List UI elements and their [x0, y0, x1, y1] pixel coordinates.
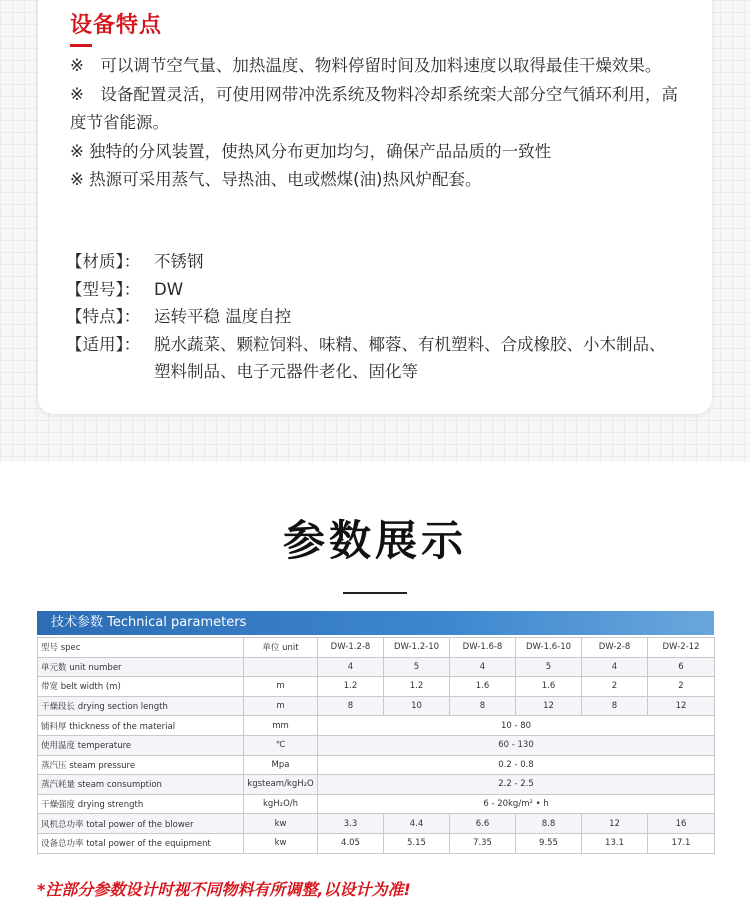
column-header-model: DW-1.2-8: [318, 638, 384, 658]
row-value: 8.8: [516, 814, 582, 834]
feature-item: ※ 独特的分风装置，使热风分布更加均匀，确保产品品质的一致性: [70, 141, 552, 161]
row-value: 2: [582, 677, 648, 697]
table-row: [38, 657, 715, 677]
row-value: 5: [516, 657, 582, 677]
table-row: [38, 677, 715, 697]
row-label: 铺料厚 thickness of the material: [38, 716, 244, 736]
row-unit: ℃: [244, 735, 318, 755]
row-label: 使用温度 temperature: [38, 735, 244, 755]
footnote: *注部分参数设计时视不同物料有所调整,以设计为准!: [37, 880, 411, 899]
row-value-span: 0.2 - 0.8: [318, 755, 715, 775]
title-underline: [70, 44, 92, 47]
spec-label: 【特点】：: [66, 307, 141, 326]
spec-value: 脱水蔬菜、颗粒饲料、味精、椰蓉、有机塑料、合成橡胶、小木制品、塑料制品、电子元器件老化、固化等: [154, 334, 666, 381]
features-list: [70, 52, 685, 195]
row-value: 7.35: [450, 833, 516, 853]
row-value: 3.3: [318, 814, 384, 834]
column-header-model: DW-2-8: [582, 638, 648, 658]
spec-list: [66, 248, 674, 386]
column-header-model: DW-1.6-10: [516, 638, 582, 658]
row-label: 蒸汽压 steam pressure: [38, 755, 244, 775]
row-value: 12: [648, 696, 715, 716]
features-title: 设备特点: [70, 13, 163, 38]
row-value: 1.6: [516, 677, 582, 697]
row-value-span: 10 - 80: [318, 716, 715, 736]
row-label: 设备总功率 total power of the equipment: [38, 833, 244, 853]
row-value: 4: [318, 657, 384, 677]
row-value: 13.1: [582, 833, 648, 853]
row-unit: kgH₂O/h: [244, 794, 318, 814]
row-unit: kw: [244, 833, 318, 853]
table-row: [38, 696, 715, 716]
row-value: 4.4: [384, 814, 450, 834]
table-row: [38, 794, 715, 814]
row-label: 单元数 unit number: [38, 657, 244, 677]
feature-item: ※ 热源可采用蒸气、导热油、电或燃煤(油)热风炉配套。: [70, 170, 482, 189]
feature-item: ※ 可以调节空气量、加热温度、物料停留时间及加料速度以取得最佳干燥效果。: [70, 56, 662, 75]
row-value: 12: [582, 814, 648, 834]
row-label: 干燥段长 drying section length: [38, 696, 244, 716]
column-header-spec: 型号 spec: [38, 638, 244, 658]
row-unit: kw: [244, 814, 318, 834]
feature-item: ※ 设备配置灵活，可使用网带冲洗系统及物料冷却系统栾大部分空气循环利用，高度节省能源。: [70, 84, 678, 132]
row-value: 1.2: [384, 677, 450, 697]
table-column-header-row: [38, 638, 715, 658]
table-row: [38, 775, 715, 795]
row-unit: m: [244, 677, 318, 697]
row-value: 1.6: [450, 677, 516, 697]
spec-label: 【适用】：: [66, 334, 141, 354]
row-value: 8: [318, 696, 384, 716]
row-unit: m: [244, 696, 318, 716]
column-header-model: DW-1.2-10: [384, 638, 450, 658]
spec-value: 运转平稳 温度自控: [154, 307, 292, 326]
row-value: 5.15: [384, 833, 450, 853]
row-value: 8: [582, 696, 648, 716]
row-label: 蒸汽耗量 steam consumption: [38, 775, 244, 795]
table-row: [38, 814, 715, 834]
row-value: 1.2: [318, 677, 384, 697]
spec-row-application: [66, 331, 674, 386]
row-unit: Mpa: [244, 755, 318, 775]
spec-value: DW: [154, 279, 184, 299]
table-row: [38, 755, 715, 775]
column-header-model: DW-2-12: [648, 638, 715, 658]
row-value: 12: [516, 696, 582, 716]
spec-row-feature: [66, 303, 674, 331]
row-value-span: 6 - 20kg/m² • h: [318, 794, 715, 814]
row-value: 9.55: [516, 833, 582, 853]
row-value: 4.05: [318, 833, 384, 853]
table-row: [38, 735, 715, 755]
row-unit: kgsteam/kgH₂O: [244, 775, 318, 795]
row-label: 带宽 belt width (m): [38, 677, 244, 697]
row-value: 6: [648, 657, 715, 677]
table-row: [38, 833, 715, 853]
section-title-rule: [343, 592, 407, 594]
spec-value: 不锈钢: [154, 252, 204, 271]
spec-label: 【型号】：: [66, 279, 141, 299]
row-value: 17.1: [648, 833, 715, 853]
row-label: 干燥强度 drying strength: [38, 794, 244, 814]
section-title: 参数展示: [282, 516, 467, 565]
row-value: 8: [450, 696, 516, 716]
row-value-span: 60 - 130: [318, 735, 715, 755]
spec-row-material: [66, 248, 674, 276]
row-value: 2: [648, 677, 715, 697]
spec-row-model: [66, 276, 674, 304]
row-unit: mm: [244, 716, 318, 736]
row-value: 4: [450, 657, 516, 677]
row-value: 16: [648, 814, 715, 834]
table-header-bar: 技术参数 Technical parameters: [37, 611, 714, 635]
row-value: 6.6: [450, 814, 516, 834]
row-value: 10: [384, 696, 450, 716]
row-unit: [244, 657, 318, 677]
column-header-unit: 单位 unit: [244, 638, 318, 658]
column-header-model: DW-1.6-8: [450, 638, 516, 658]
spec-label: 【材质】：: [66, 252, 141, 271]
table-row: [38, 716, 715, 736]
row-value: 4: [582, 657, 648, 677]
row-value-span: 2.2 - 2.5: [318, 775, 715, 795]
parameters-table: [37, 637, 715, 854]
row-value: 5: [384, 657, 450, 677]
row-label: 风机总功率 total power of the blower: [38, 814, 244, 834]
